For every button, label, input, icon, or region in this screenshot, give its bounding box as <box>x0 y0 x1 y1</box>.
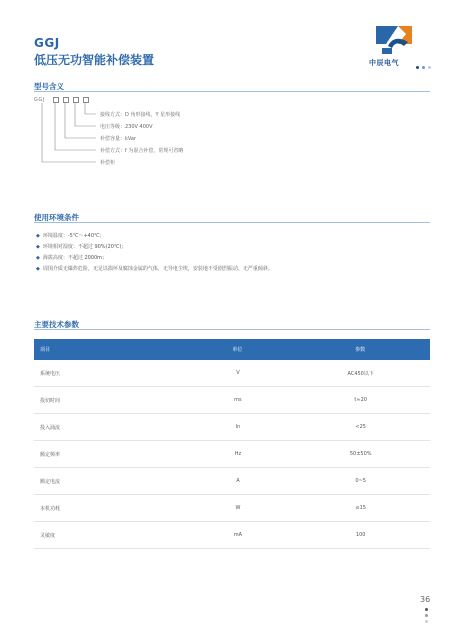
condition-item: ◆ 海拔高度：不超过 2000m； <box>36 255 108 261</box>
table-cell: 100 <box>291 522 430 549</box>
section-divider <box>34 222 430 223</box>
params-table <box>34 339 430 549</box>
table-cell: 0~5 <box>291 468 430 495</box>
table-cell: Hz <box>184 441 291 468</box>
table-header-item: 项目 <box>34 339 184 360</box>
table-header-row <box>34 339 430 360</box>
model-code-prefix: GGJ <box>34 97 45 103</box>
bullet-diamond-icon: ◆ <box>36 233 40 239</box>
table-cell: AC450以下 <box>291 360 430 387</box>
table-cell: 额定频率 <box>34 441 184 468</box>
product-name: 低压无功智能补偿装置 <box>34 53 155 67</box>
section-title-model: 型号含义 <box>34 82 64 91</box>
product-code: GGJ <box>34 36 60 50</box>
section-divider <box>34 329 430 330</box>
table-cell: A <box>184 468 291 495</box>
company-name: 中辰电气 <box>369 59 399 67</box>
condition-item: ◆ 环境温度：-5℃～+40℃； <box>36 233 105 239</box>
bullet-diamond-icon: ◆ <box>36 255 40 261</box>
model-label: 补偿方式：f 为混合补偿，常规可省略 <box>100 148 184 154</box>
condition-item: ◆ 周围介质无爆炸危险，无足以损坏及腐蚀金属的气体，无导电尘埃，安装地不受剧烈振动、无严重倾斜。 <box>36 266 273 272</box>
model-label: 补偿柜 <box>100 160 116 166</box>
table-cell: 系统电压 <box>34 360 184 387</box>
table-header-value: 参数 <box>291 339 430 360</box>
bullet-diamond-icon: ◆ <box>36 266 40 272</box>
table-cell: 投切时间 <box>34 387 184 414</box>
model-label: 电压等级：230V 400V <box>100 124 153 130</box>
section-title-environment: 使用环境条件 <box>34 213 79 222</box>
table-row <box>34 360 430 387</box>
table-cell: 灵敏度 <box>34 522 184 549</box>
table-row <box>34 468 430 495</box>
table-cell: In <box>184 414 291 441</box>
table-row <box>34 522 430 549</box>
bullet-diamond-icon: ◆ <box>36 244 40 250</box>
table-row <box>34 441 430 468</box>
page-number: 36 <box>420 595 431 604</box>
table-cell: <25 <box>291 414 430 441</box>
table-cell: mA <box>184 522 291 549</box>
table-cell: ms <box>184 387 291 414</box>
table-row <box>34 495 430 522</box>
table-cell: ≤15 <box>291 495 430 522</box>
table-cell: 投入涌流 <box>34 414 184 441</box>
model-label: 接线方式：D 角形接线，Y 星形接线 <box>100 112 181 118</box>
table-cell: 50±50% <box>291 441 430 468</box>
table-cell: 额定电流 <box>34 468 184 495</box>
table-header-unit: 单位 <box>184 339 291 360</box>
condition-item: ◆ 环境相对湿度：不超过 90%(20℃)； <box>36 244 127 250</box>
table-cell: 本机功耗 <box>34 495 184 522</box>
table-row <box>34 414 430 441</box>
table-row <box>34 387 430 414</box>
section-title-params: 主要技术参数 <box>34 320 79 329</box>
model-connector-lines <box>0 0 468 200</box>
model-label: 补偿容量：kVar <box>100 136 137 142</box>
table-cell: V <box>184 360 291 387</box>
table-cell: t≈20 <box>291 387 430 414</box>
table-cell: W <box>184 495 291 522</box>
